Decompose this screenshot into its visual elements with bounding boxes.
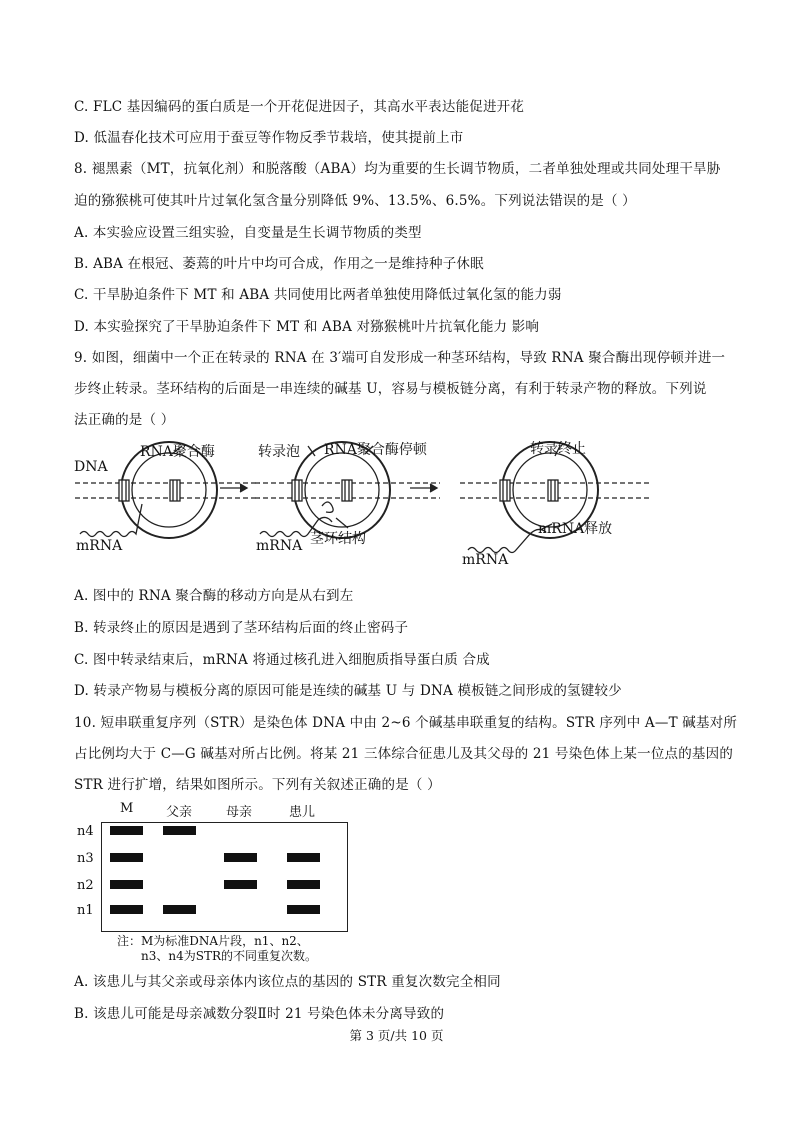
q8-option-d: D. 本实验探究了干旱胁迫条件下 MT 和 ABA 对猕猴桃叶片抗氧化能力 影响 [74,319,540,335]
q9-option-c: C. 图中转录结束后，mRNA 将通过核孔进入细胞质指导蛋白质 合成 [74,652,490,668]
q10-option-b: B. 该患儿可能是母亲减数分裂Ⅱ时 21 号染色体未分离导致的 [74,1006,445,1022]
dna-label: DNA [74,459,108,475]
gel-col-father: 父亲 [166,805,193,820]
question-8-stem-line1: 8. 褪黑素（MT，抗氧化剂）和脱落酸（ABA）均为重要的生长调节物质，二者单独处理或共同处理干旱胁 [74,161,721,177]
mrna-label-3: mRNA [462,552,509,568]
mrna-release-label: mRNA释放 [538,521,613,537]
question-8-stem-line2: 迫的猕猴桃可使其叶片过氧化氢含量分别降低 9%、13.5%、6.5%。下列说法错误的是（ ） [74,193,636,209]
question-9-stem-line1: 9. 如图，细菌中一个正在转录的 RNA 在 3′端可自发形成一种茎环结构，导致 RNA 聚合酶出现停顿并进一 [74,350,726,366]
q8-option-a: A. 本实验应设置三组实验，自变量是生长调节物质的类型 [74,225,422,241]
option-c-flc: C. FLC 基因编码的蛋白质是一个开花促进因子，其高水平表达能促进开花 [74,99,525,115]
q9-option-d: D. 转录产物易与模板分离的原因可能是连续的碱基 U 与 DNA 模板链之间形成的氢键较少 [74,683,622,699]
band-patient-n3 [287,853,320,862]
gel-frame [101,822,348,932]
gel-note-line1: 注：M为标准DNA片段，n1、n2、 [117,934,309,948]
gel-row-n3: n3 [77,851,94,866]
q8-option-b: B. ABA 在根冠、萎蔫的叶片中均可合成，作用之一是维持种子休眠 [74,256,484,272]
rna-polymerase-label: RNA聚合酶 [140,444,215,460]
q8-option-c: C. 干旱胁迫条件下 MT 和 ABA 共同使用比两者单独使用降低过氧化氢的能力弱 [74,287,562,303]
termination-label: 转录终止 [530,441,586,457]
question-10-stem-line3: STR 进行扩增，结果如图所示。下列有关叙述正确的是（ ） [74,777,441,793]
transcription-diagram [70,432,730,577]
gel-col-patient: 患儿 [289,805,316,820]
gel-col-mother: 母亲 [226,805,253,820]
gel-row-n1: n1 [77,903,94,918]
page-footer: 第 3 页/共 10 页 [349,1028,444,1043]
question-10-stem-line2: 占比例均大于 C—G 碱基对所占比例。将某 21 三体综合征患儿及其父母的 21 号染色体上某一位点的基因的 [74,746,734,762]
question-9-stem-line3: 法正确的是（ ） [74,412,175,428]
transcription-bubble-label: 转录泡 [258,444,300,460]
stem-loop-label: 茎环结构 [310,531,366,547]
band-father-n4 [163,826,196,835]
question-10-stem-line1: 10. 短串联重复序列（STR）是染色体 DNA 中由 2~6 个碱基串联重复的结构。STR 序列中 A—T 碱基对所 [74,715,738,731]
band-m-n3 [110,853,143,862]
band-father-n1 [163,905,196,914]
rna-polymerase-pause-label: RNA聚合酶停顿 [324,442,427,458]
gel-row-n2: n2 [77,878,94,893]
option-d-vernalization: D. 低温春化技术可应用于蚕豆等作物反季节栽培，使其提前上市 [74,130,464,146]
band-m-n1 [110,905,143,914]
band-mother-n2 [224,880,257,889]
gel-note-line2: n3、n4为STR的不同重复次数。 [141,949,317,963]
band-m-n2 [110,880,143,889]
gel-row-n4: n4 [77,824,94,839]
q9-option-b: B. 转录终止的原因是遇到了茎环结构后面的终止密码子 [74,620,409,636]
q9-option-a: A. 图中的 RNA 聚合酶的移动方向是从右到左 [74,588,354,604]
q10-option-a: A. 该患儿与其父亲或母亲体内该位点的基因的 STR 重复次数完全相同 [74,974,501,990]
mrna-label-2: mRNA [256,538,303,554]
band-m-n4 [110,826,143,835]
gel-col-m: M [120,801,134,816]
mrna-label-1: mRNA [76,538,123,554]
band-patient-n2 [287,880,320,889]
band-patient-n1 [287,905,320,914]
question-9-stem-line2: 步终止转录。茎环结构的后面是一串连续的碱基 U，容易与模板链分离，有利于转录产物的释放。下列说 [74,381,707,397]
band-mother-n3 [224,853,257,862]
